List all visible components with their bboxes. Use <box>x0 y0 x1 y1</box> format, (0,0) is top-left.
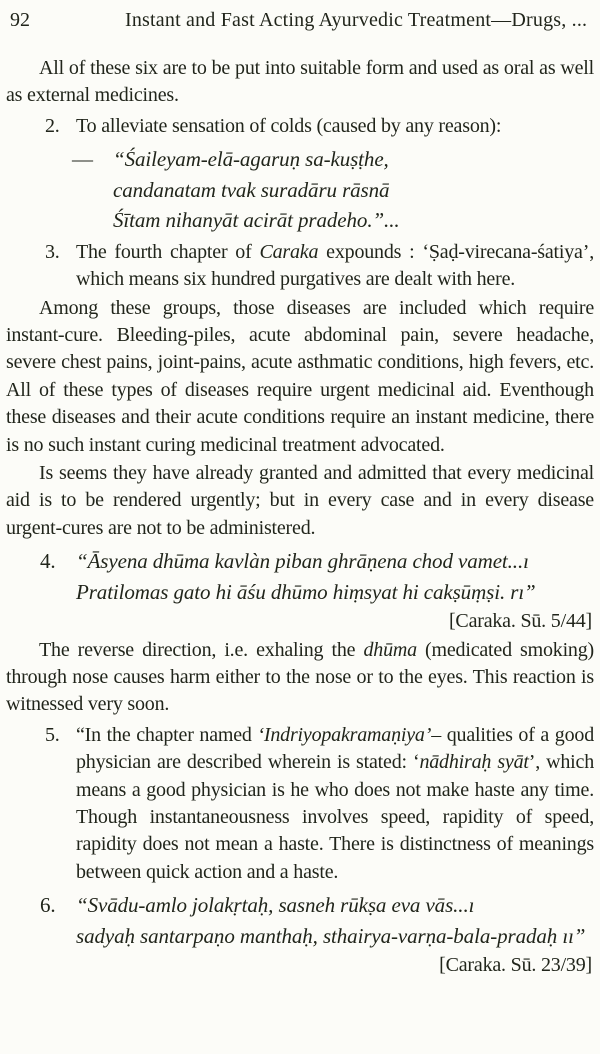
verse-lines <box>76 546 594 607</box>
text-run: The reverse direction, i.e. exhaling the <box>39 638 364 661</box>
text-run: Is seems they have already granted and admitted that every medicinal aid is to be rendered urgently; but in every case and in every disease urgent-cures are not to be administered. <box>6 461 594 539</box>
page-content <box>6 55 594 980</box>
numbered-verse-block <box>6 890 594 951</box>
verse-line: sadyaḥ santarpaṇo manthaḥ, sthairya-varṇa-bala-pradaḥ ıı” <box>76 923 586 948</box>
verse-line: Śītam nihanyāt acirāt pradeho.”... <box>113 208 400 233</box>
numbered-item <box>6 722 594 886</box>
verse-line: “Āsyena dhūma kavlàn piban ghrāṇena chod vamet...ı <box>76 549 529 574</box>
item-number: 2. <box>45 114 60 137</box>
text-run: – qualities of a good physician are described wherein is stated: ‘ <box>76 723 594 774</box>
paragraph <box>6 55 594 110</box>
text-run: expounds : ‘Ṣaḍ-virecana-śatiya’, which means six hundred purgatives are dealt with here. <box>76 240 594 291</box>
italic-text: ‘Indriyopakramaṇiya’ <box>257 723 432 746</box>
verse-lines <box>76 890 594 951</box>
item-number: 5. <box>45 723 60 746</box>
text-run: “In the chapter named <box>76 723 258 746</box>
verse-lines <box>113 144 594 236</box>
paragraph <box>6 295 594 459</box>
item-number: 3. <box>45 240 60 263</box>
item-number: 4. <box>40 549 56 574</box>
verse-dash: — <box>72 147 93 172</box>
verse-line: candanatam tvak suradāru rāsnā <box>113 177 390 202</box>
paragraph <box>6 637 594 719</box>
item-text <box>76 113 594 140</box>
verse-block <box>6 144 594 236</box>
italic-text: dhūma <box>363 638 417 661</box>
text-run: All of these six are to be put into suitable form and used as oral as well as external medicines. <box>6 57 594 107</box>
citation: [Caraka. Sū. 23/39] <box>439 954 592 977</box>
numbered-item <box>6 113 594 140</box>
italic-text: nādhiraḥ syāt <box>419 751 529 774</box>
numbered-item <box>6 239 594 294</box>
numbered-verse-block <box>6 546 594 607</box>
item-text <box>76 722 594 886</box>
text-run: To alleviate sensation of colds (caused by any reason): <box>76 114 502 137</box>
text-run: The fourth chapter of <box>76 240 260 263</box>
verse-line: “Svādu-amlo jolakṛtaḥ, sasneh rūkṣa eva vās...ı <box>76 893 475 918</box>
item-number: 6. <box>40 893 56 918</box>
citation: [Caraka. Sū. 5/44] <box>448 610 592 633</box>
paragraph <box>6 460 594 542</box>
item-text <box>76 239 594 294</box>
italic-text: Caraka <box>259 240 319 263</box>
text-run: Among these groups, those diseases are included which require instant-cure. Bleeding-piles, acute abdominal pain, severe headache, severe chest pains, joint-pains, acute asthmatic conditions, high fevers, etc. All of these types of diseases require urgent medicinal aid. Eventhough these diseases and their acute conditions require an instant medicine, there is no such instant curing medicinal treatment advocated. <box>6 296 594 456</box>
text-run: (medicated smoking) through nose causes harm either to the nose or to the eyes. This reaction is witnessed very soon. <box>6 638 594 716</box>
page-header <box>6 8 594 32</box>
running-title: Instant and Fast Acting Ayurvedic Treatment—Drugs, ... <box>125 9 588 31</box>
verse-line: Pratilomas gato hi āśu dhūmo hiṃsyat hi cakṣūṃṣi. rı” <box>76 579 536 604</box>
verse-line: “Śaileyam-elā-agaruṇ sa-kuṣṭhe, <box>113 147 389 172</box>
page-number: 92 <box>10 9 30 31</box>
text-run: ’, which means a good physician is he who does not make haste any time. Though instantaneousness involves speed, rapidity of speed, rapidity does not mean a haste. There is distinctness of meanings between quick action and a haste. <box>76 751 594 883</box>
